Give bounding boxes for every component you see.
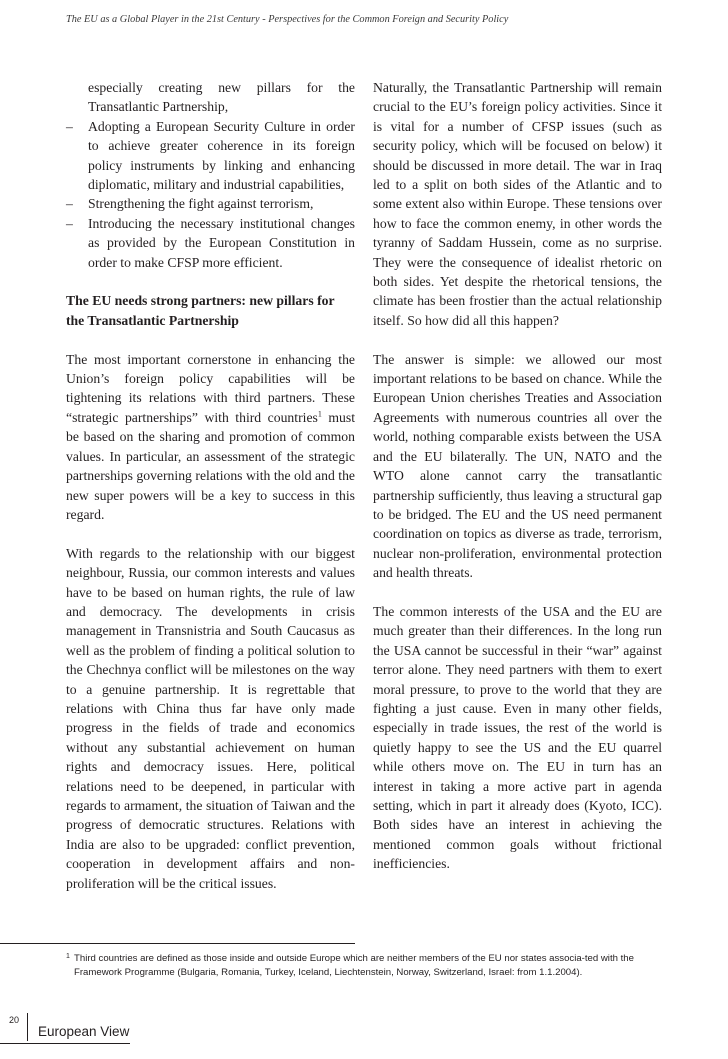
right-column <box>373 78 662 893</box>
dash-marker: – <box>66 196 73 212</box>
bullet-item <box>66 117 355 195</box>
footnote-number: 1 <box>66 953 70 960</box>
body-paragraph <box>66 350 355 525</box>
bullet-item <box>66 194 355 213</box>
paragraph-text: must be based on the sharing and promotion of common values. In particular, an assessment of the strategic partnerships governing relations with the old and the new super powers will be a key to success in this regard. <box>66 409 355 522</box>
bullet-continuation: especially creating new pillars for the Transatlantic Partnership, <box>88 80 355 115</box>
body-paragraph: Naturally, the Transatlantic Partnership will remain crucial to the EU’s foreign policy activities. Since it is vital for a number of CFSP issues (such as security policy, which will be focused on below) it should be discussed in more detail. The war in Iraq led to a split on both sides of the Atlantic and to some extent also within Europe. These tensions over how to face the common enemy, in other words the tyranny of Saddam Hussein, come as no surprise. They were the consequence of idealist rhetoric on both sides. Yet despite the rhetorical tensions, the climate has been frostier than the actual relationship itself. So how did all this happen? <box>373 80 662 328</box>
dash-marker: – <box>66 215 73 231</box>
section-heading: The EU needs strong partners: new pillars for the Transatlantic Partnership <box>66 293 335 328</box>
footnote-reference: 1 <box>317 409 322 419</box>
left-column <box>66 78 355 912</box>
body-paragraph: The common interests of the USA and the EU are much greater than their differences. In the long run the USA cannot be successful in their “war” against terror alone. They need partners with them to exert moral pressure, to prove to the world that they are fighting a just cause. Even in many other fields, especially in trade issues, the rest of the world is quietly happy to see the US and the EU quarrel while others move on. The EU in turn has an interest in taking a more active part in agenda setting, which in part it already does (Kyoto, ICC). Both sides have an interest in achieving the mentioned common goals without frictional inefficiencies. <box>373 603 662 872</box>
dash-marker: – <box>66 118 73 134</box>
bullet-text: Strengthening the fight against terrorism, <box>88 196 314 212</box>
bullet-text: Introducing the necessary institutional changes as provided by the European Constitution in order to make CFSP more efficient. <box>88 215 355 270</box>
journal-name: European View <box>38 1024 130 1039</box>
paragraph-text: The most important cornerstone in enhancing the Union’s foreign policy capabilities will be tightening its relations with third partners. These “strategic partnerships” with third countries <box>66 351 355 425</box>
bullet-list <box>66 78 355 272</box>
footer-divider <box>0 1043 130 1044</box>
body-paragraph: With regards to the relationship with our biggest neighbour, Russia, our common interests and values have to be based on human rights, the rule of law and democracy. The developments in crisis management in Transnistria and South Caucasus as well as the problem of finding a political solution to the Chechnya conflict will be milestones on the way to a genuine partnership. It is regrettable that relations with China thus far have only made progress in the fields of trade and economics without any substantial achievement on human rights and democracy issues. Here, political relations need to be deepened, in particular with regards to armament, the situation of Taiwan and the progress of democratic structures. Relations with India are also to be upgraded: conflict prevention, cooperation in development affairs and non-proliferation will be the critical issues. <box>66 545 355 891</box>
bullet-text: Adopting a European Security Culture in order to achieve greater coherence in its foreign policy instruments by linking and enhancing diplomatic, military and industrial capabilities, <box>88 118 355 193</box>
footnote-divider <box>0 943 355 944</box>
running-header: The EU as a Global Player in the 21st Century - Perspectives for the Common Foreign and Security Policy <box>66 14 509 25</box>
footnote-text: Third countries are defined as those inside and outside Europe which are neither members of the EU nor states associa-ted with the Framework Programme (Bulgaria, Romania, Turkey, Iceland, Liechtenstein, Norway, Switzerland, Israel: from 1.1.2004). <box>74 953 634 978</box>
bullet-item <box>66 214 355 272</box>
body-paragraph: The answer is simple: we allowed our most important relations to be based on chance. While the European Union cherishes Treaties and Association Agreements with numerous countries all over the world, nothing comparable exists between the USA and the EU bilaterally. The UN, NATO and the WTO alone cannot carry the transatlantic partnership sufficiently, thus leaving a structural gap to be bridged. The EU and the US need permanent coordination on topics as diverse as trade, terrorism, nuclear non-proliferation, environmental protection and health threats. <box>373 351 662 581</box>
footnote <box>66 952 666 980</box>
page-number: 20 <box>9 1015 20 1025</box>
